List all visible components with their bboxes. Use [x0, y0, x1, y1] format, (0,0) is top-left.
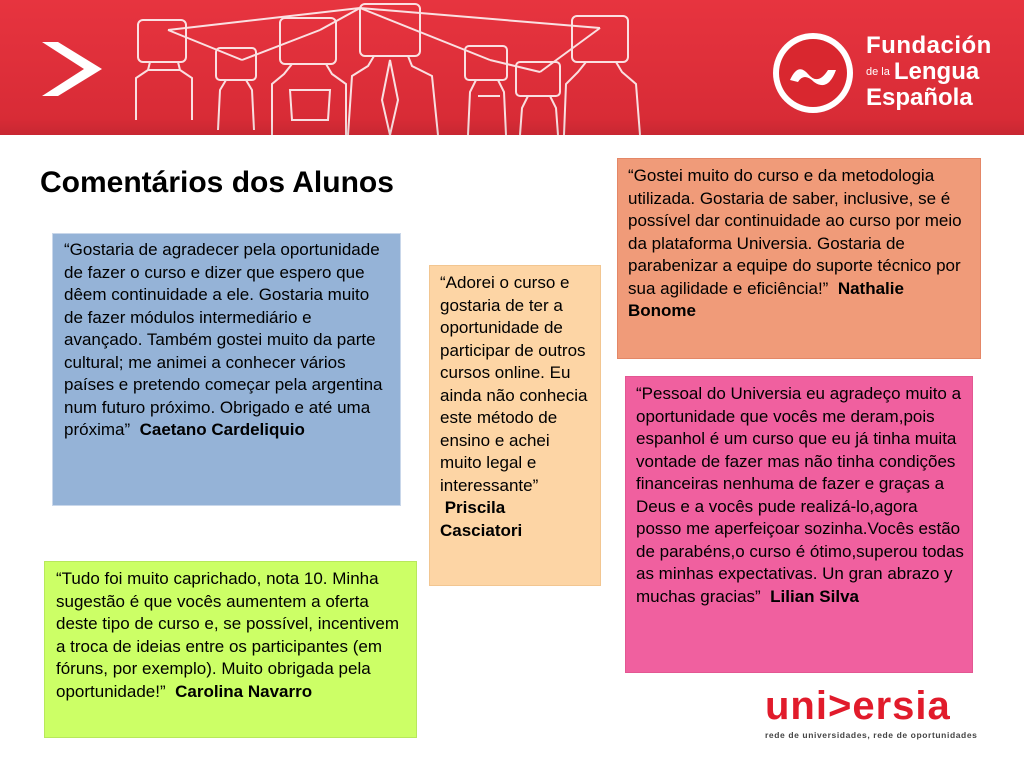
universia-tagline: rede de universidades, rede de oportunidades: [765, 730, 978, 740]
people-network-illustration: [120, 0, 680, 135]
comment-text: “Gostei muito do curso e da metodologia utilizada. Gostaria de saber, inclusive, se é possível dar continuidade ao curso por meio da plataforma Universia. Gostaria de parabenizar a equipe do suporte técnico por sua agilidade e eficiência!”: [628, 166, 962, 298]
header-banner: [0, 0, 1024, 135]
comment-author: Lilian Silva: [765, 586, 859, 606]
universia-wordmark: uni>ersia: [765, 684, 951, 728]
foundation-line1: Fundación: [866, 32, 992, 59]
foundation-line2-small: de la: [866, 66, 890, 79]
comment-card-priscila: [429, 265, 601, 586]
foundation-logo-icon: [770, 30, 856, 116]
comment-card-caetano: [52, 233, 401, 506]
foundation-line2-main: Lengua: [893, 58, 980, 85]
comment-author: Carolina Navarro: [170, 681, 313, 701]
comment-card-lilian: [625, 376, 973, 673]
comment-text: “Tudo foi muito caprichado, nota 10. Minha sugestão é que vocês aumentem a oferta deste tipo de curso e, se possível, incentivem a troca de ideias entre os participantes (em fóruns, por exemplo). Muito obrigada pela oportunidade!”: [56, 569, 400, 701]
comment-card-carolina: [44, 561, 417, 738]
comment-author: Nathalie Bonome: [628, 278, 904, 320]
page-title: Comentários dos Alunos: [40, 166, 394, 199]
comment-card-nathalie: [617, 158, 981, 359]
foundation-line3: Española: [866, 84, 973, 111]
foundation-line2: [866, 60, 992, 84]
comment-text: “Pessoal do Universia eu agradeço muito a oportunidade que vocês me deram,pois espanhol é um curso que eu já tinha muita vontade de fazer mas não tinha condições financeiras nenhuma de fazer e graças a Deus e a vocês pude realizá-lo,agora posso me aperfeiçoar sozinha.Vocês estão de parabéns,o curso é ótimo,superou todas as minhas expectativas. Un gran abrazo y muchas gracias”: [636, 384, 964, 606]
foundation-name: [866, 34, 992, 110]
universia-logo: [765, 686, 978, 740]
comment-author: Caetano Cardeliquio: [134, 420, 305, 439]
comment-author: Priscila Casciatori: [440, 498, 523, 540]
chevron-right-icon: [40, 38, 104, 100]
comment-text: “Gostaria de agradecer pela oportunidade de fazer o curso e dizer que espero que dêem continuidade a ele. Gostaria muito de fazer módulos intermediário e avançado. Também gostei muito da parte cultural; me animei a conhecer vários países e pretendo começar pela argentina num futuro próximo. Obrigado e até uma próxima”: [64, 240, 383, 439]
comment-text: “Adorei o curso e gostaria de ter a oportunidade de participar de outros cursos online. Eu ainda não conhecia este método de ensino e achei muito legal e interessante”: [440, 273, 588, 495]
banner-shadow: [0, 118, 1024, 135]
